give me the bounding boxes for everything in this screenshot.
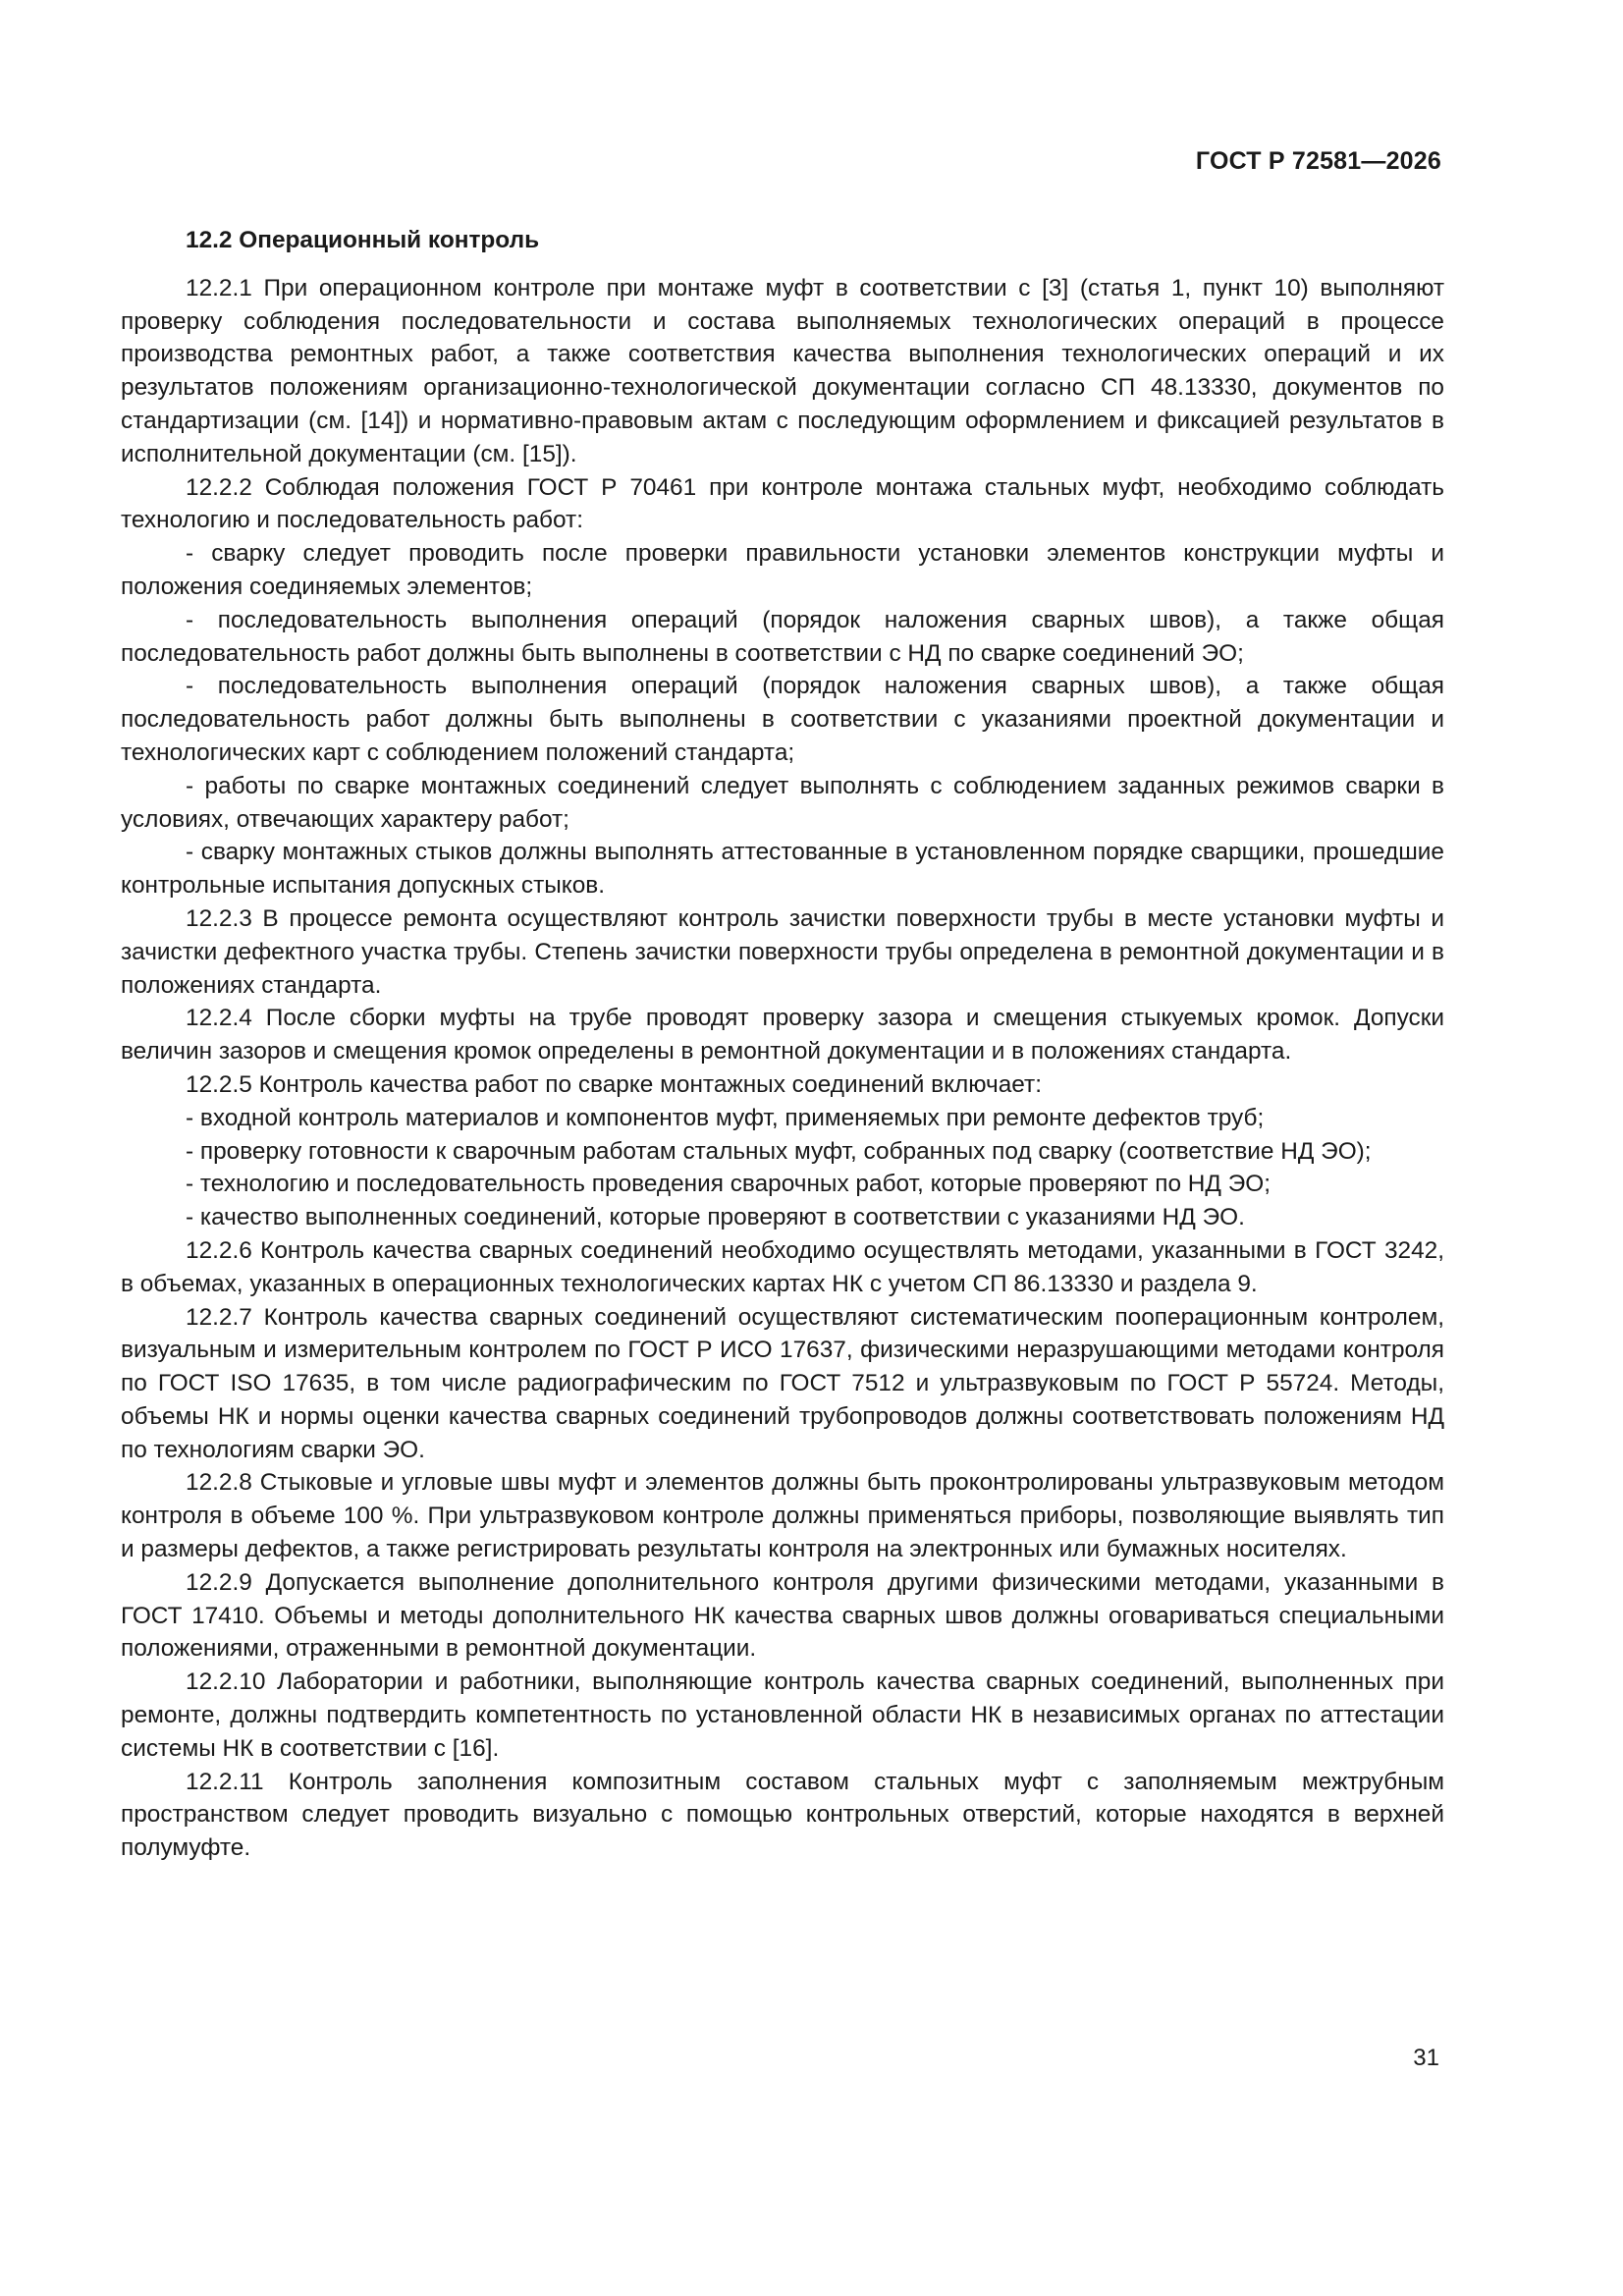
paragraph-12-2-2: 12.2.2 Соблюдая положения ГОСТ Р 70461 при контроле монтажа стальных муфт, необходимо соблюдать технологию и последовательность работ:	[121, 473, 1444, 534]
page-number: 31	[1413, 2045, 1439, 2071]
list-item: - технологию и последовательность проведения сварочных работ, которые проверяют по НД ЭО;	[186, 1171, 1271, 1198]
paragraph-12-2-9: 12.2.9 Допускается выполнение дополнительного контроля другими физическими методами, указанными в ГОСТ 17410. Объемы и методы дополнительного НК качества сварных швов должны оговариваться специальными положениями, отраженными в ремонтной документации.	[121, 1568, 1444, 1663]
paragraph-12-2-11: 12.2.11 Контроль заполнения композитным составом стальных муфт с заполняемым межтрубным пространством следует проводить визуально с помощью контрольных отверстий, которые находятся в верхней полумуфте.	[121, 1768, 1444, 1862]
list-item: - входной контроль материалов и компонентов муфт, применяемых при ремонте дефектов труб;	[186, 1104, 1265, 1131]
standard-number: ГОСТ Р 72581—2026	[1195, 147, 1441, 175]
list-item: - сварку следует проводить после проверки правильности установки элементов конструкции муфты и положения соединяемых элементов;	[121, 540, 1444, 600]
section-title: 12.2 Операционный контроль	[186, 227, 540, 253]
list-item: - последовательность выполнения операций (порядок наложения сварных швов), а также общая последовательность работ должны быть выполнены в соответствии с указаниями проектной документации и технологических карт с соблюдением положений стандарта;	[121, 673, 1444, 766]
paragraph-12-2-4: 12.2.4 После сборки муфты на трубе проводят проверку зазора и смещения стыкуемых кромок. Допуски величин зазоров и смещения кромок определены в ремонтной документации и в положениях стандарта.	[121, 1005, 1444, 1066]
list-item: - качество выполненных соединений, которые проверяют в соответствии с указаниями НД ЭО.	[186, 1204, 1245, 1231]
paragraph-12-2-8: 12.2.8 Стыковые и угловые швы муфт и элементов должны быть проконтролированы ультразвуковым методом контроля в объеме 100 %. При ультразвуковом контроле должны применяться приборы, позволяющие выявлять тип и размеры дефектов, а также регистрировать результаты контроля на электронных или бумажных носителях.	[121, 1469, 1444, 1563]
paragraph-12-2-1: 12.2.1 При операционном контроле при монтаже муфт в соответствии с [3] (статья 1, пункт 10) выполняют проверку соблюдения последовательности и состава выполняемых технологических операций в процессе производства ремонтных работ, а также соответствия качества выполнения технологических операций и их результатов положениям организационно-технологической документации согласно СП 48.13330, документов по стандартизации (см. [14]) и нормативно-правовым актам с последующим оформлением и фиксацией результатов в исполнительной документации (см. [15]).	[121, 274, 1444, 467]
list-item: - последовательность выполнения операций (порядок наложения сварных швов), а также общая последовательность работ должны быть выполнены в соответствии с НД по сварке соединений ЭО;	[121, 606, 1444, 667]
paragraph-12-2-7: 12.2.7 Контроль качества сварных соединений осуществляют систематическим пооперационным контролем, визуальным и измерительным контролем по ГОСТ Р ИСО 17637, физическими неразрушающими методами контроля по ГОСТ ISO 17635, в том числе радиографическим по ГОСТ 7512 и ультразвуковым по ГОСТ Р 55724. Методы, объемы НК и нормы оценки качества сварных соединений трубопроводов должны соответствовать положениям НД по технологиям сварки ЭО.	[121, 1303, 1444, 1463]
paragraph-12-2-10: 12.2.10 Лаборатории и работники, выполняющие контроль качества сварных соединений, выполненных при ремонте, должны подтвердить компетентность по установленной области НК в независимых органах по аттестации системы НК в соответствии с [16].	[121, 1668, 1444, 1762]
paragraph-12-2-3: 12.2.3 В процессе ремонта осуществляют контроль зачистки поверхности трубы в месте установки муфты и зачистки дефектного участка трубы. Степень зачистки поверхности трубы определена в ремонтной документации и в положениях стандарта.	[121, 904, 1444, 999]
list-item: - работы по сварке монтажных соединений следует выполнять с соблюдением заданных режимов сварки в условиях, отвечающих характеру работ;	[121, 772, 1444, 833]
paragraph-12-2-5: 12.2.5 Контроль качества работ по сварке монтажных соединений включает:	[186, 1070, 1042, 1098]
list-item: - проверку готовности к сварочным работам стальных муфт, собранных под сварку (соответствие НД ЭО);	[186, 1137, 1372, 1165]
paragraph-12-2-6: 12.2.6 Контроль качества сварных соединений необходимо осуществлять методами, указанными в ГОСТ 3242, в объемах, указанных в операционных технологических картах НК с учетом СП 86.13330 и раздела 9.	[121, 1236, 1444, 1297]
page-body	[121, 224, 1444, 1865]
list-item: - сварку монтажных стыков должны выполнять аттестованные в установленном порядке сварщики, прошедшие контрольные испытания допускных стыков.	[121, 839, 1444, 900]
